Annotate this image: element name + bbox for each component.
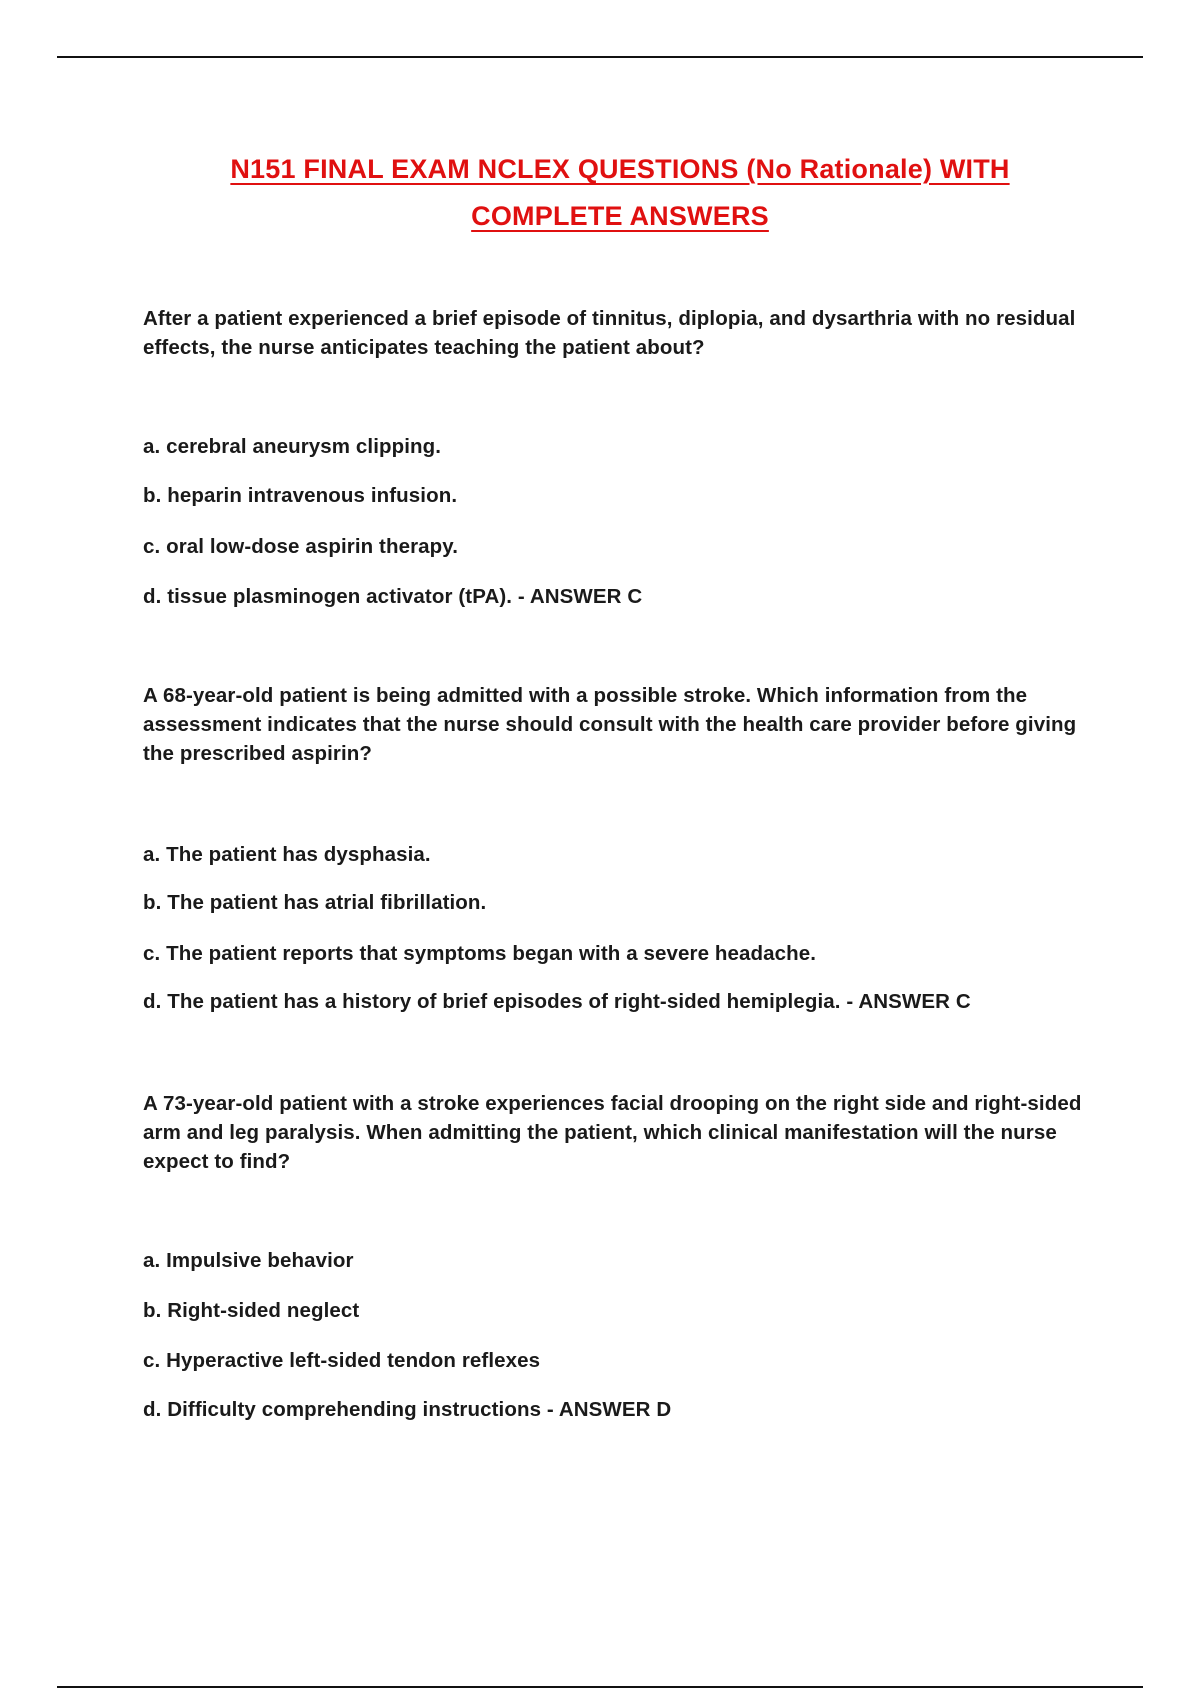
question-2-option-a: a. The patient has dysphasia. <box>143 843 431 866</box>
question-3-option-d: d. Difficulty comprehending instructions - ANSWER D <box>143 1398 672 1421</box>
question-3-stem: A 73-year-old patient with a stroke experiences facial drooping on the right side and right-sided arm and leg paralysis. When admitting the patient, which clinical manifestation will the nurse expect to find? <box>143 1092 1082 1173</box>
bottom-divider <box>57 1686 1143 1688</box>
top-divider <box>57 56 1143 58</box>
question-2-option-d: d. The patient has a history of brief episodes of right-sided hemiplegia. - ANSWER C <box>143 990 971 1013</box>
document-title <box>140 146 1100 240</box>
question-1-option-c: c. oral low-dose aspirin therapy. <box>143 535 459 558</box>
question-3-option-a: a. Impulsive behavior <box>143 1249 354 1272</box>
question-1-option-b: b. heparin intravenous infusion. <box>143 484 458 507</box>
question-2-option-b: b. The patient has atrial fibrillation. <box>143 891 487 914</box>
question-1-option-d: d. tissue plasminogen activator (tPA). - ANSWER C <box>143 585 643 608</box>
question-2-stem: A 68-year-old patient is being admitted with a possible stroke. Which information from the assessment indicates that the nurse should consult with the health care provider before giving the prescribed aspirin? <box>143 684 1077 765</box>
title-line-1: N151 FINAL EXAM NCLEX QUESTIONS (No Rationale) WITH <box>230 154 1010 184</box>
title-line-2: COMPLETE ANSWERS <box>471 201 769 231</box>
question-1-stem: After a patient experienced a brief episode of tinnitus, diplopia, and dysarthria with no residual effects, the nurse anticipates teaching the patient about? <box>143 307 1076 359</box>
question-1-option-a: a. cerebral aneurysm clipping. <box>143 435 442 458</box>
question-2-option-c: c. The patient reports that symptoms began with a severe headache. <box>143 942 817 965</box>
question-3-option-c: c. Hyperactive left-sided tendon reflexes <box>143 1349 541 1372</box>
question-3-option-b: b. Right-sided neglect <box>143 1299 360 1322</box>
